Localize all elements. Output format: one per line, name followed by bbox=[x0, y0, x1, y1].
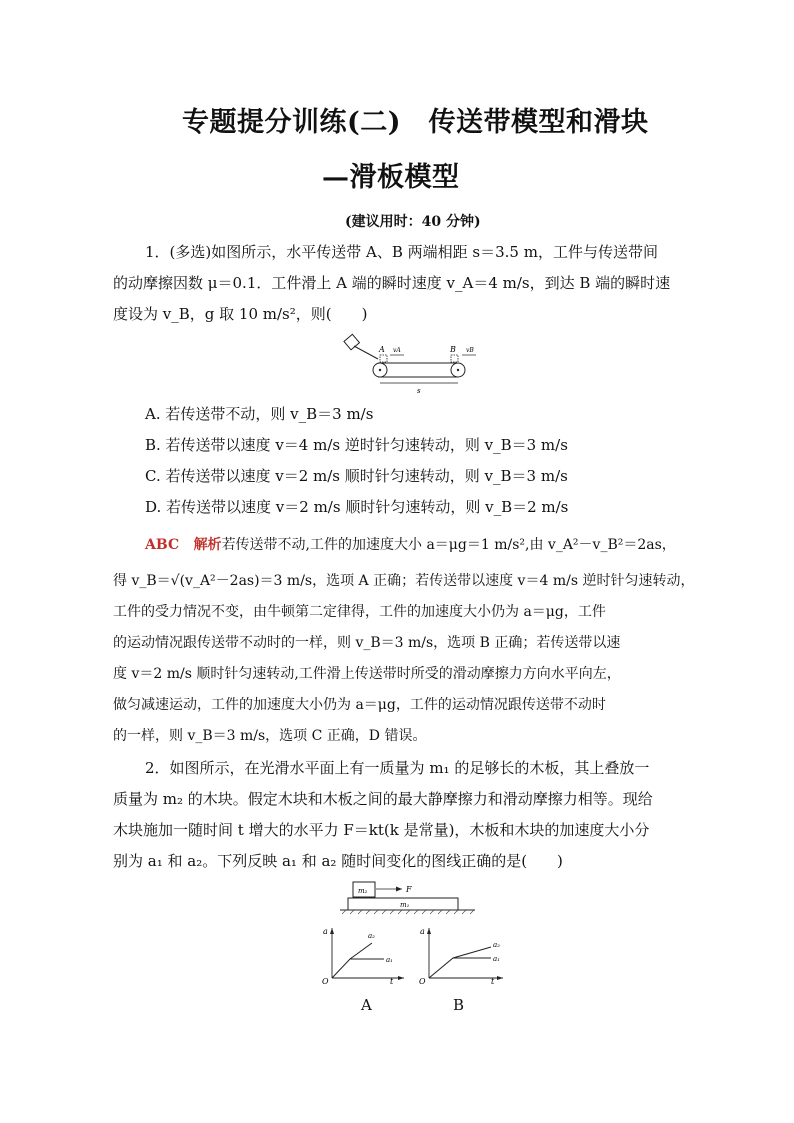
fig-label-A: A bbox=[379, 345, 385, 354]
fig-label-m2: m₂ bbox=[358, 887, 368, 895]
graph-b-curve-a1: a₁ bbox=[493, 955, 500, 963]
q1-analysis-line-1 bbox=[145, 535, 715, 555]
fig-label-vB: vB bbox=[466, 347, 474, 354]
q2-line-4: 别为 a₁ 和 a₂。下列反映 a₁ 和 a₂ 随时间变化的图线正确的是( ) bbox=[113, 852, 563, 870]
conveyor-figure bbox=[340, 333, 490, 403]
answer-key: ABC bbox=[145, 537, 180, 553]
q1-analysis-line-2: 得 v_B＝√(v_A²－2as)＝3 m/s，选项 A 正确；若传送带以速度 v＝4 m/s 逆时针匀速转动， bbox=[113, 573, 695, 589]
graph-b-curve-a2: a₂ bbox=[493, 941, 500, 949]
fig-label-s: s bbox=[417, 387, 421, 395]
graph-a-axis-x: t bbox=[390, 977, 394, 984]
graph-a-option-label: A bbox=[361, 996, 372, 1014]
graph-a-curve-a1: a₁ bbox=[386, 956, 393, 964]
q1-analysis-line-4: 的运动情况跟传送带不动时的一样，则 v_B＝3 m/s，选项 B 正确；若传送带以速 bbox=[113, 635, 621, 651]
q1-option-b: B. 若传送带以速度 v＝4 m/s 逆时针匀速转动，则 v_B＝3 m/s bbox=[145, 436, 568, 454]
q2-line-2: 质量为 m₂ 的木块。假定木块和木板之间的最大静摩擦力和滑动摩擦力相等。现给 bbox=[113, 790, 653, 808]
block-board-figure bbox=[340, 878, 480, 920]
q2-line-1: 2．如图所示，在光滑水平面上有一质量为 m₁ 的足够长的木板，其上叠放一 bbox=[145, 759, 650, 777]
graph-a-curve-a2: a₂ bbox=[368, 932, 375, 940]
graph-b-option-label: B bbox=[453, 996, 465, 1014]
q1-analysis-line-6: 做匀减速运动，工件的加速度大小仍为 a＝μg，工件的运动情况跟传送带不动时 bbox=[113, 697, 606, 713]
time-note: (建议用时：40 分钟) bbox=[345, 214, 481, 230]
graph-b-axis-x: t bbox=[491, 977, 495, 984]
fig-label-m1: m₁ bbox=[400, 901, 410, 909]
q1-line-3: 度设为 v_B，g 取 10 m/s²，则( ) bbox=[113, 305, 368, 323]
q1-analysis-line-3: 工件的受力情况不变，由牛顿第二定律得，工件的加速度大小仍为 a＝μg，工件 bbox=[113, 604, 606, 620]
q1-option-a: A. 若传送带不动，则 v_B＝3 m/s bbox=[145, 405, 374, 423]
q1-analysis-line-7: 的一样，则 v_B＝3 m/s，选项 C 正确，D 错误。 bbox=[113, 728, 427, 744]
graph-a-axis-y: a bbox=[323, 927, 328, 936]
q2-line-3: 木块施加一随时间 t 增大的水平力 F＝kt(k 是常量)，木板和木块的加速度大小分 bbox=[113, 821, 650, 839]
graph-b-axis-y: a bbox=[420, 927, 425, 936]
fig-label-vA: vA bbox=[393, 347, 401, 354]
analysis-text-1: 若传送带不动,工件的加速度大小 a＝μg＝1 m/s²,由 v_A²－v_B²＝2as， bbox=[221, 537, 676, 553]
q1-line-2: 的动摩擦因数 μ＝0.1．工件滑上 A 端的瞬时速度 v_A＝4 m/s，到达 B 端的瞬时速 bbox=[113, 274, 671, 292]
q1-analysis-line-5: 度 v＝2 m/s 顺时针匀速转动,工件滑上传送带时所受的滑动摩擦力方向水平向左， bbox=[113, 666, 621, 682]
fig-label-B: B bbox=[450, 345, 456, 354]
q1-line-1: 1．(多选)如图所示，水平传送带 A、B 两端相距 s＝3.5 m，工件与传送带间 bbox=[145, 243, 658, 261]
graph-a-origin: O bbox=[322, 977, 329, 984]
q1-option-d: D. 若传送带以速度 v＝2 m/s 顺时针匀速转动，则 v_B＝2 m/s bbox=[145, 498, 569, 516]
graph-b-origin: O bbox=[419, 977, 426, 984]
analysis-label: 解析 bbox=[193, 537, 222, 553]
fig-label-F: F bbox=[406, 885, 412, 894]
page-title-line1: 专题提分训练(二) 传送带模型和滑块 bbox=[182, 107, 649, 138]
q1-option-c: C. 若传送带以速度 v＝2 m/s 顺时针匀速转动，则 v_B＝3 m/s bbox=[145, 467, 568, 485]
page-title-line2: —滑板模型 bbox=[322, 162, 460, 193]
graph-b bbox=[415, 922, 510, 984]
graph-a bbox=[318, 922, 408, 984]
